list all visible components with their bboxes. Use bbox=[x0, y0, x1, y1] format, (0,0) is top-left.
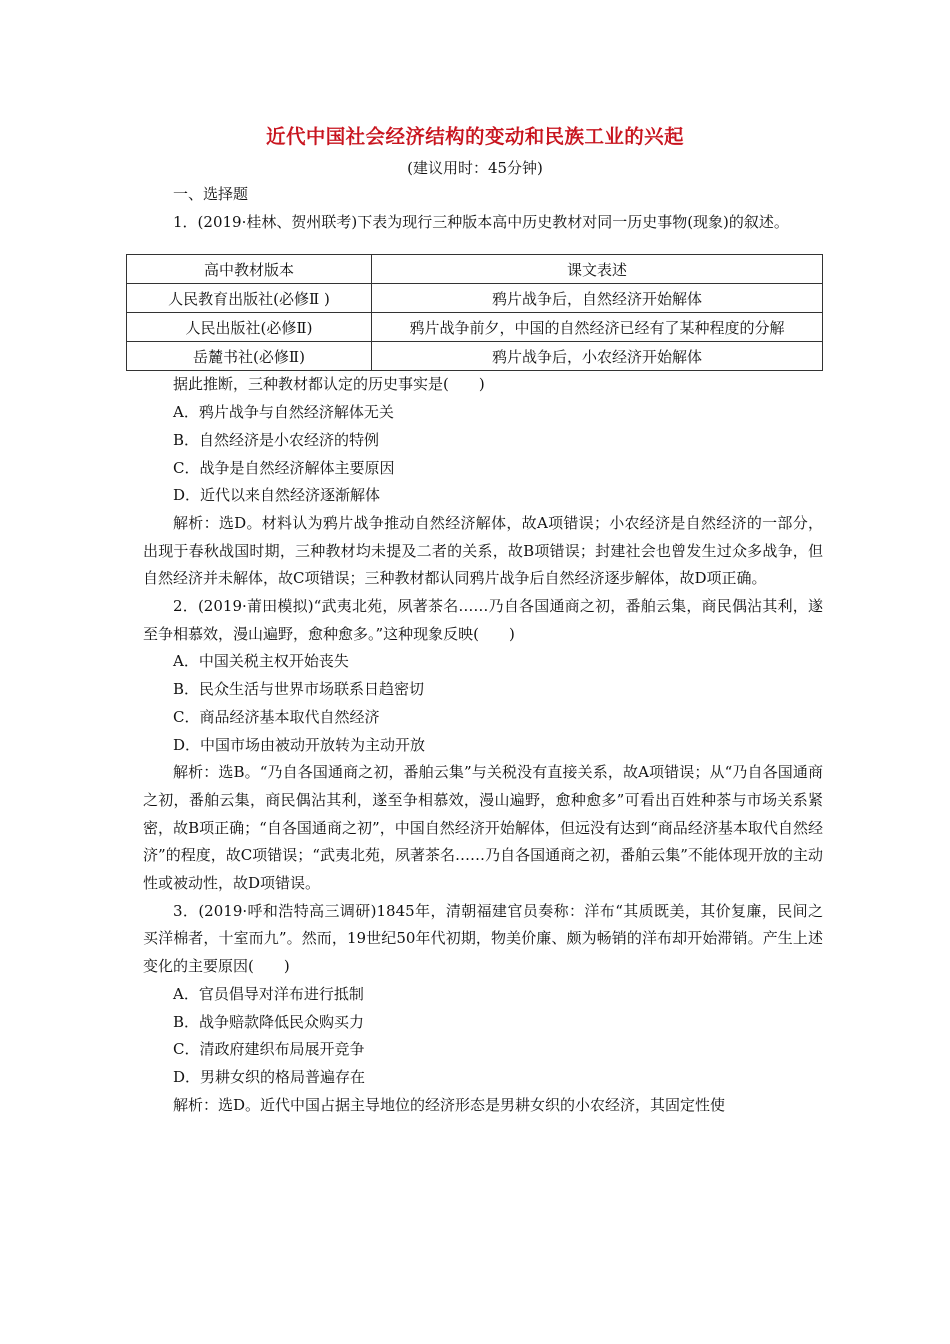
table-cell: 人民出版社(必修Ⅱ) bbox=[127, 313, 372, 342]
question-3-option-b: B．战争赔款降低民众购买力 bbox=[173, 1012, 365, 1031]
table-cell: 鸦片战争前夕，中国的自然经济已经有了某种程度的分解 bbox=[372, 313, 823, 342]
table-cell: 鸦片战争后，自然经济开始解体 bbox=[372, 284, 823, 313]
table-header-cell: 课文表述 bbox=[372, 255, 823, 284]
suggested-time: (建议用时：45分钟) bbox=[407, 159, 543, 177]
table-cell: 人民教育出版社(必修Ⅱ ) bbox=[127, 284, 372, 313]
textbook-comparison-table bbox=[126, 254, 823, 371]
table-row bbox=[127, 313, 823, 342]
question-2-stem: 2．(2019·莆田模拟)“武夷北苑，夙著茶名……乃自各国通商之初，番舶云集，商民偶沾其利，遂至争相慕效，漫山遍野，愈种愈多。”这种现象反映( ) bbox=[143, 597, 823, 643]
section-heading: 一、选择题 bbox=[173, 185, 249, 203]
table-row bbox=[127, 284, 823, 313]
question-1-option-b: B．自然经济是小农经济的特例 bbox=[173, 430, 380, 449]
question-1-analysis: 解析：选D。材料认为鸦片战争推动自然经济解体，故A项错误；小农经济是自然经济的一部分，出现于春秋战国时期，三种教材均未提及二者的关系，故B项错误；封建社会也曾发生过众多战争，但自然经济并未解体，故C项错误；三种教材都认同鸦片战争后自然经济逐步解体，故D项正确。 bbox=[143, 513, 823, 588]
document-title: 近代中国社会经济结构的变动和民族工业的兴起 bbox=[266, 125, 684, 148]
question-3-option-a: A．官员倡导对洋布进行抵制 bbox=[173, 984, 364, 1003]
question-3-analysis: 解析：选D。近代中国占据主导地位的经济形态是男耕女织的小农经济，其固定性使 bbox=[173, 1095, 726, 1114]
question-2-option-d: D．中国市场由被动开放转为主动开放 bbox=[173, 735, 426, 754]
question-2-option-b: B．民众生活与世界市场联系日趋密切 bbox=[173, 680, 425, 699]
question-1-option-d: D．近代以来自然经济逐渐解体 bbox=[173, 486, 381, 505]
question-2-option-c: C．商品经济基本取代自然经济 bbox=[173, 707, 380, 726]
table-header-cell: 高中教材版本 bbox=[127, 255, 372, 284]
question-1-option-a: A．鸦片战争与自然经济解体无关 bbox=[173, 403, 394, 422]
question-3-option-d: D．男耕女织的格局普遍存在 bbox=[173, 1067, 366, 1086]
question-3-stem: 3．(2019·呼和浩特高三调研)1845年，清朝福建官员奏称：洋布“其质既美，其价复廉，民间之买洋棉者，十室而九”。然而，19世纪50年代初期，物美价廉、颇为畅销的洋布却开始滞销。产生上述变化的主要原因( ) bbox=[143, 901, 823, 976]
question-2-analysis: 解析：选B。“乃自各国通商之初，番舶云集”与关税没有直接关系，故A项错误；从“乃自各国通商之初，番舶云集，商民偶沾其利，遂至争相慕效，漫山遍野，愈种愈多”可看出百姓种茶与市场关系紧密，故B项正确；“自各国通商之初”，中国自然经济开始解体，但远没有达到“商品经济基本取代自然经济”的程度，故C项错误；“武夷北苑，夙著茶名……乃自各国通商之初，番舶云集”不能体现开放的主动性或被动性，故D项错误。 bbox=[143, 763, 823, 893]
table-cell: 岳麓书社(必修Ⅱ) bbox=[127, 342, 372, 371]
question-2-option-a: A．中国关税主权开始丧失 bbox=[173, 652, 349, 671]
question-1-option-c: C．战争是自然经济解体主要原因 bbox=[173, 458, 395, 477]
table-cell: 鸦片战争后，小农经济开始解体 bbox=[372, 342, 823, 371]
question-1-stem-continued: 据此推断，三种教材都认定的历史事实是( ) bbox=[173, 375, 485, 394]
question-3-option-c: C．清政府建织布局展开竞争 bbox=[173, 1040, 365, 1059]
table-header-row bbox=[127, 255, 823, 284]
question-1-stem: 1．(2019·桂林、贺州联考)下表为现行三种版本高中历史教材对同一历史事物(现象)的叙述。 bbox=[173, 212, 789, 231]
table-row bbox=[127, 342, 823, 371]
document-body bbox=[143, 181, 823, 1119]
